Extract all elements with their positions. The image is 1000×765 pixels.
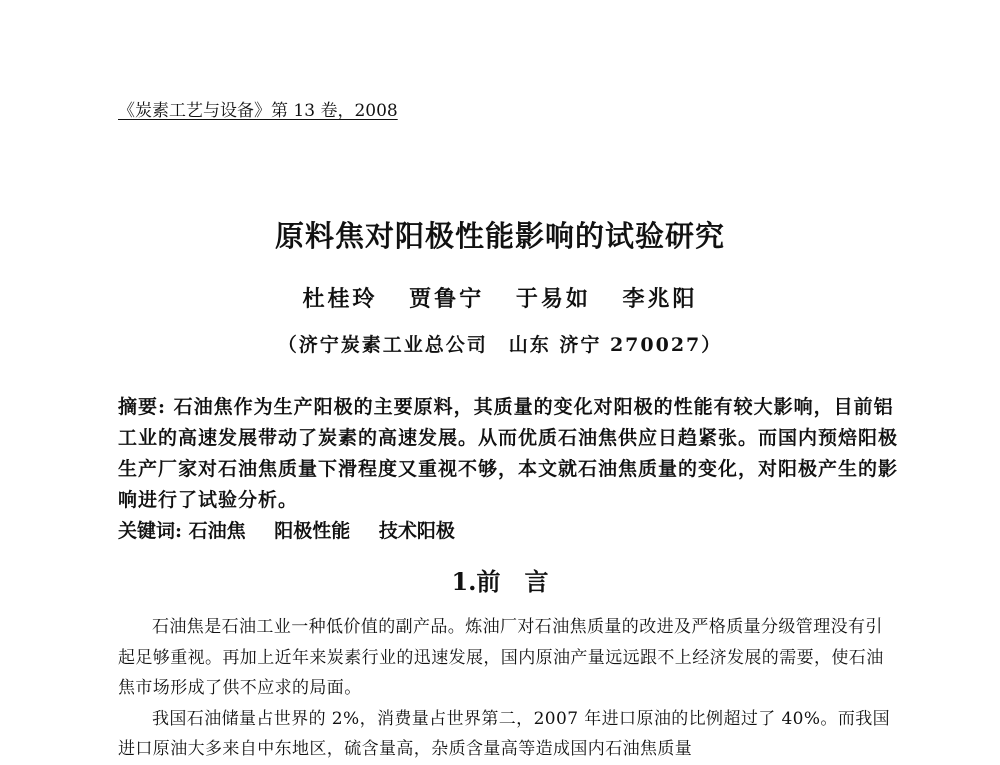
- author-name: 于易如: [515, 286, 591, 312]
- body-paragraph: 石油焦是石油工业一种低价值的副产品。炼油厂对石油焦质量的改进及严格质量分级管理没有引起足够重视。再加上近年来炭素行业的迅速发展，国内原油产量远远跟不上经济发展的需要，使石油焦市场形成了供不应求的局面。: [118, 617, 884, 698]
- keywords-label: 关键词:: [118, 520, 183, 542]
- author-name: 李兆阳: [622, 286, 698, 312]
- abstract: [118, 392, 908, 516]
- author-list: [0, 282, 1000, 313]
- section-body: [118, 612, 900, 765]
- keyword: 技术阳极: [378, 520, 455, 542]
- journal-citation: 《炭素工艺与设备》第 13 卷，2008: [118, 101, 398, 121]
- paper-title: 原料焦对阳极性能影响的试验研究: [274, 219, 725, 253]
- abstract-text: 石油焦作为生产阳极的主要原料，其质量的变化对阳极的性能有较大影响，目前铝工业的高速发展带动了炭素的高速发展。从而优质石油焦供应日趋紧张。而国内预焙阳极生产厂家对石油焦质量下滑程度又重视不够，本文就石油焦质量的变化，对阳极产生的影响进行了试验分析。: [118, 396, 899, 511]
- author-name: 杜桂玲: [302, 286, 378, 312]
- author-name: 贾鲁宁: [409, 286, 485, 312]
- body-paragraph: 我国石油储量占世界的 2%，消费量占世界第二，2007 年进口原油的比例超过了 40%。而我国进口原油大多来自中东地区，硫含量高，杂质含量高等造成国内石油焦质量: [118, 708, 891, 759]
- keyword: 石油焦: [188, 520, 246, 542]
- keywords: [118, 516, 477, 543]
- abstract-label: 摘要:: [118, 396, 167, 418]
- section-heading: 1.前 言: [451, 567, 549, 596]
- keyword: 阳极性能: [274, 520, 351, 542]
- author-affiliation: （济宁炭素工业总公司 山东 济宁 270027）: [277, 334, 723, 356]
